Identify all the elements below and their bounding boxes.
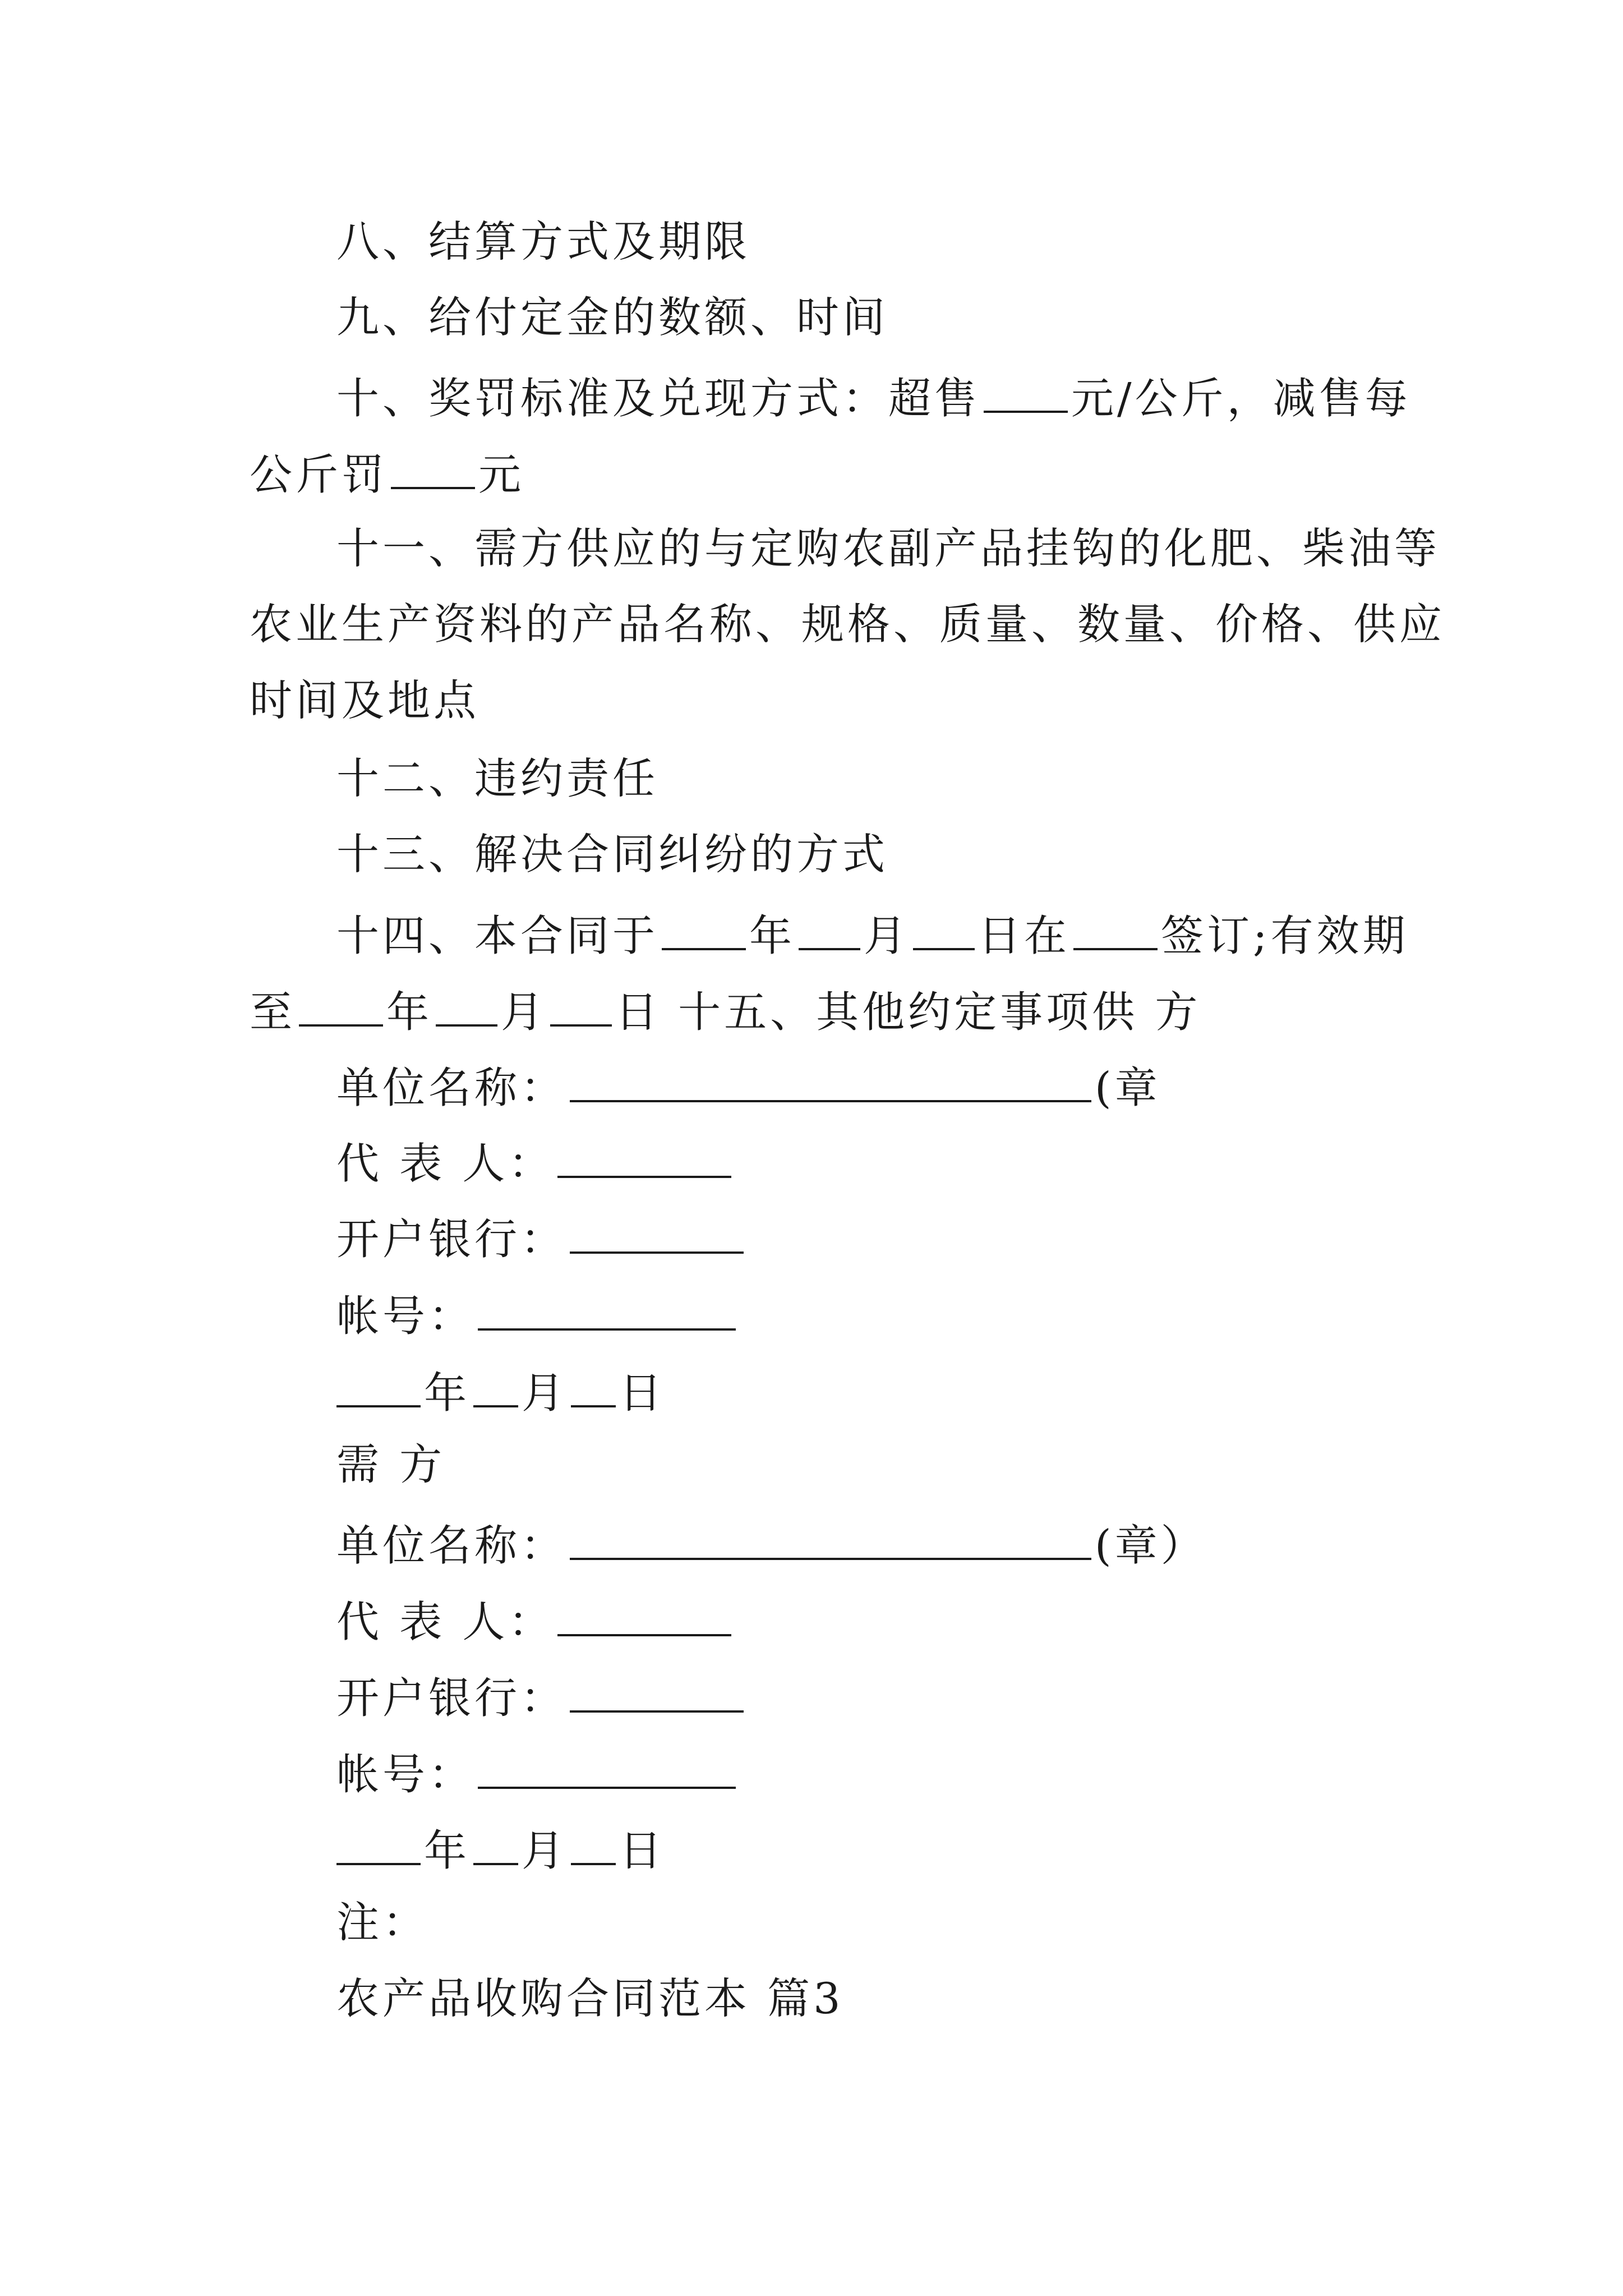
buyer-representative-label: 代 表 人： bbox=[336, 1596, 555, 1647]
supplier-representative-label: 代 表 人： bbox=[336, 1138, 555, 1189]
clause-13: 十三、解决合同纠纷的方式 bbox=[336, 829, 888, 879]
clause-10-text-a: 十、奖罚标准及兑现方式：超售 bbox=[336, 373, 980, 424]
supplier-unit-name-label: 单位名称： bbox=[336, 1062, 566, 1113]
buyer-account-row bbox=[336, 1749, 739, 1800]
buyer-representative-field[interactable] bbox=[557, 1596, 731, 1636]
blank-field bbox=[299, 986, 383, 1027]
year-label: 年 bbox=[424, 1368, 470, 1418]
buyer-bank-label: 开户银行： bbox=[336, 1673, 566, 1723]
month-label: 月 bbox=[522, 1825, 568, 1876]
signed-text: 签订;有效期 bbox=[1161, 910, 1409, 961]
buyer-date-day-field[interactable] bbox=[571, 1825, 616, 1865]
day-label: 日 bbox=[619, 1368, 665, 1418]
buyer-unit-name-label: 单位名称： bbox=[336, 1520, 566, 1571]
supplier-unit-name-field[interactable] bbox=[570, 1062, 1091, 1102]
buyer-account-field[interactable] bbox=[478, 1749, 736, 1789]
clause-10-text-c: 公斤罚 bbox=[250, 449, 388, 500]
blank-field bbox=[436, 986, 497, 1027]
clause-14-line-1 bbox=[336, 910, 1409, 961]
supplier-bank-row bbox=[336, 1213, 747, 1264]
clause-12: 十二、违约责任 bbox=[336, 753, 658, 803]
clause-10-continued bbox=[250, 449, 524, 500]
to-label: 至 bbox=[250, 987, 296, 1037]
buyer-date-month-field[interactable] bbox=[473, 1825, 518, 1865]
supplier-unit-name-row bbox=[336, 1062, 1161, 1113]
buyer-unit-name-row bbox=[336, 1520, 1207, 1571]
clause-9: 九、给付定金的数额、时间 bbox=[336, 292, 888, 342]
supplier-account-row bbox=[336, 1290, 739, 1341]
clause-10-text-b: 元/公斤，减售每 bbox=[1071, 373, 1411, 424]
buyer-heading: 需 方 bbox=[336, 1439, 446, 1489]
supplier-date-day-field[interactable] bbox=[571, 1367, 616, 1407]
buyer-date-row bbox=[336, 1825, 665, 1876]
supplier-representative-field[interactable] bbox=[557, 1138, 731, 1178]
clause-14-line-2 bbox=[250, 986, 1201, 1037]
year-label: 年 bbox=[386, 987, 432, 1037]
month-label: 月 bbox=[864, 910, 910, 961]
next-section-title: 农产品收购合同范本 篇3 bbox=[336, 1973, 844, 2023]
supplier-account-field[interactable] bbox=[478, 1290, 736, 1331]
supplier-date-row bbox=[336, 1367, 665, 1418]
supplier-representative-row bbox=[336, 1138, 735, 1189]
supplier-bank-field[interactable] bbox=[570, 1213, 744, 1254]
supplier-seal-label: (章 bbox=[1095, 1062, 1161, 1113]
blank-field bbox=[984, 372, 1068, 413]
supplier-account-label: 帐号： bbox=[336, 1291, 474, 1341]
month-label: 月 bbox=[522, 1368, 568, 1418]
blank-field bbox=[913, 910, 975, 950]
clause-10-text-d: 元 bbox=[478, 449, 524, 500]
day-label: 日在 bbox=[978, 910, 1070, 961]
supplier-date-year-field[interactable] bbox=[336, 1367, 421, 1407]
buyer-account-label: 帐号： bbox=[336, 1749, 474, 1800]
year-label: 年 bbox=[424, 1825, 470, 1876]
buyer-unit-name-field[interactable] bbox=[570, 1520, 1091, 1560]
clause-14-text: 十四、本合同于 bbox=[336, 910, 658, 961]
buyer-date-year-field[interactable] bbox=[336, 1825, 421, 1865]
day-label: 日 bbox=[619, 1825, 665, 1876]
supplier-bank-label: 开户银行： bbox=[336, 1214, 566, 1264]
buyer-seal-label: (章） bbox=[1095, 1520, 1207, 1571]
blank-field bbox=[799, 910, 860, 950]
buyer-representative-row bbox=[336, 1596, 735, 1647]
blank-field bbox=[550, 986, 612, 1027]
note-label: 注： bbox=[336, 1897, 428, 1947]
year-label: 年 bbox=[749, 910, 795, 961]
blank-field bbox=[1073, 910, 1158, 950]
clause-15-text: 日 十五、其他约定事项供 方 bbox=[615, 987, 1201, 1037]
supplier-date-month-field[interactable] bbox=[473, 1367, 518, 1407]
clause-11-line-3: 时间及地点 bbox=[250, 675, 479, 725]
month-label: 月 bbox=[501, 987, 547, 1037]
blank-field bbox=[391, 449, 475, 489]
blank-field bbox=[662, 910, 746, 950]
clause-10 bbox=[336, 372, 1411, 424]
clause-11-line-1: 十一、需方供应的与定购农副产品挂钩的化肥、柴油等 bbox=[336, 523, 1440, 573]
buyer-bank-row bbox=[336, 1672, 747, 1723]
clause-8: 八、结算方式及期限 bbox=[336, 217, 750, 266]
buyer-bank-field[interactable] bbox=[570, 1672, 744, 1713]
clause-11-line-2: 农业生产资料的产品名称、规格、质量、数量、价格、供应 bbox=[250, 599, 1445, 649]
